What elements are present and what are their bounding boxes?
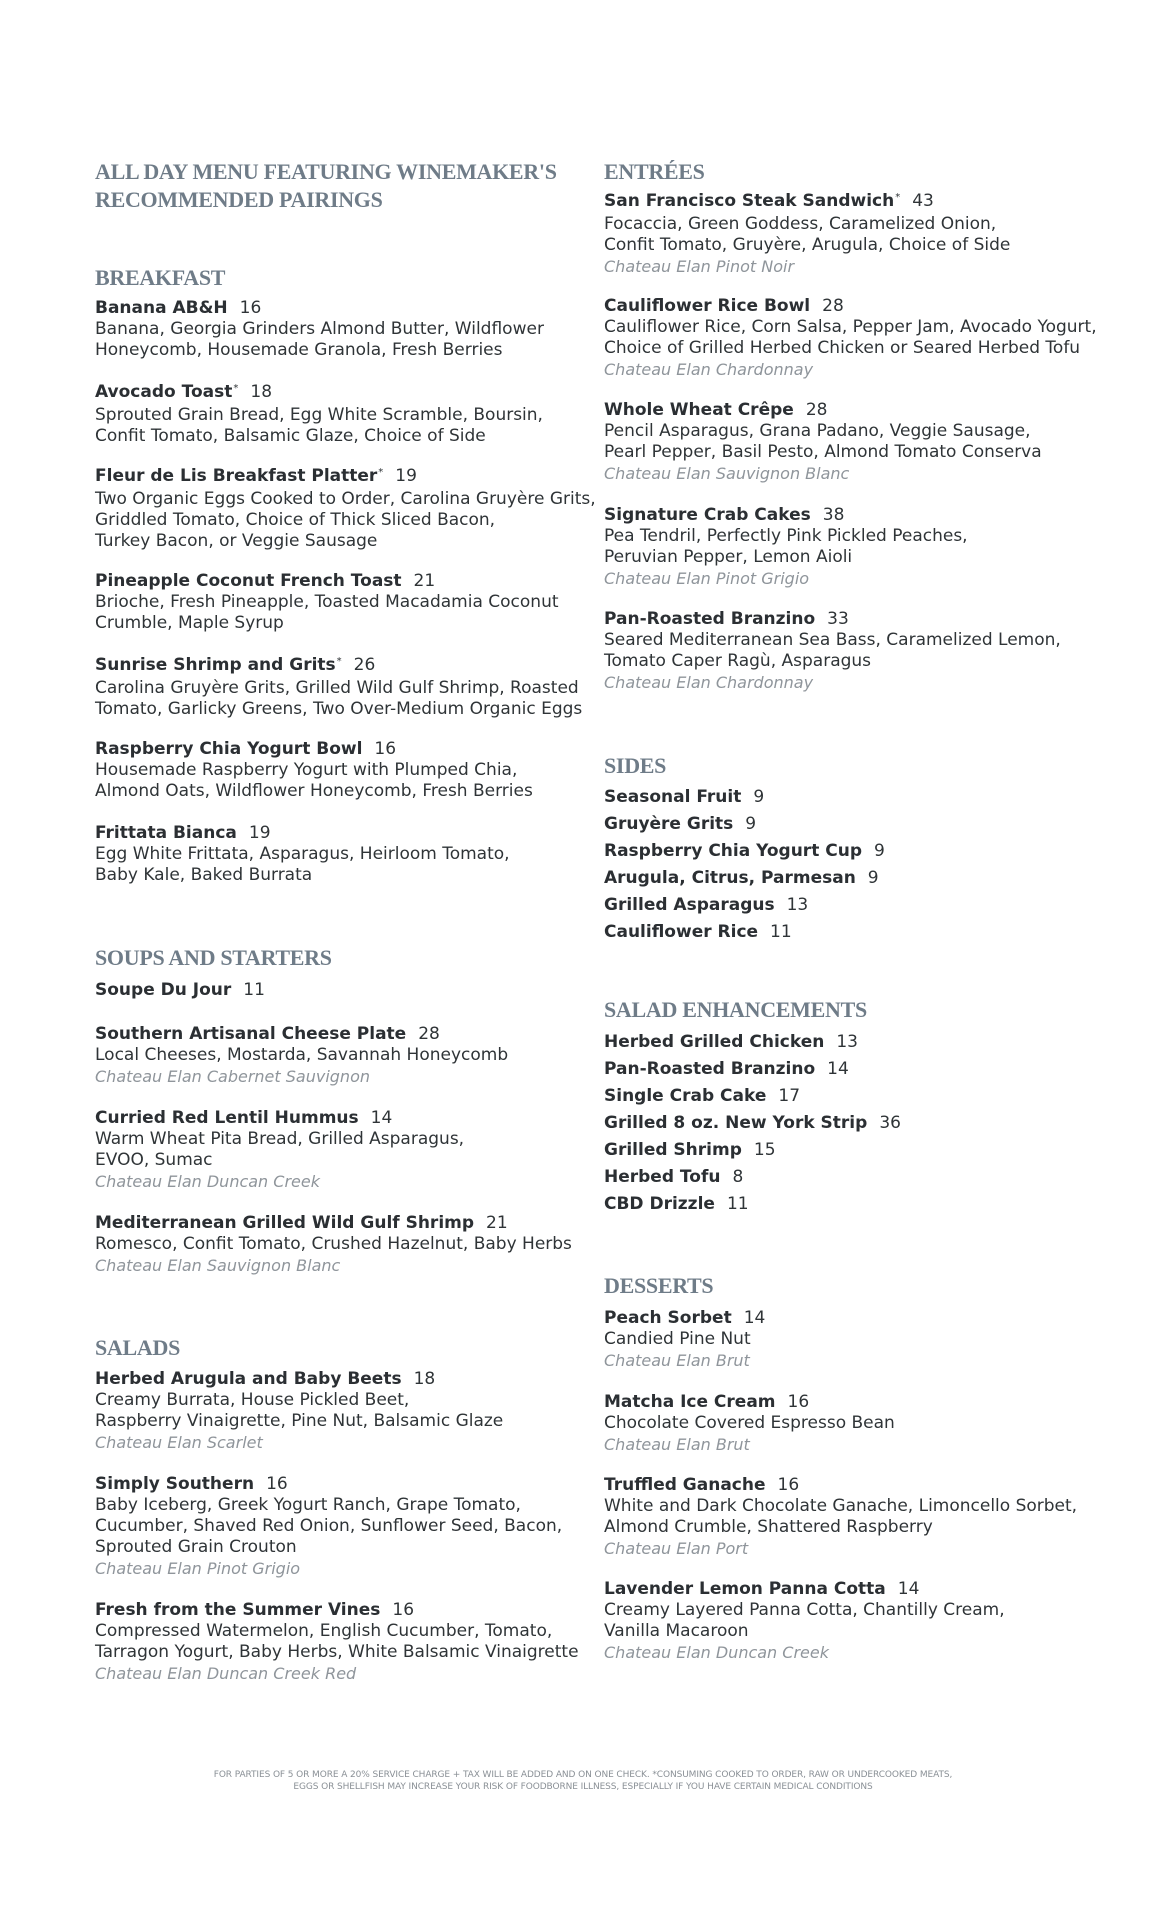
item-description: Seared Mediterranean Sea Bass, Caramelized Lemon, [604,630,1061,650]
item-header [95,655,582,678]
breakfast-item [95,466,596,552]
breakfast-item [95,739,533,802]
item-name: Fresh from the Summer Vines [95,1600,381,1620]
item-description: Turkey Bacon, or Veggie Sausage [95,531,378,551]
entrees-item [604,191,1010,277]
item-name: Raspberry Chia Yogurt Cup [604,841,862,861]
desserts-heading: DESSERTS [604,1273,714,1298]
item-price: 16 [787,1392,810,1412]
item-description: Sprouted Grain Bread, Egg White Scramble, Boursin, [95,405,543,425]
item-name: Herbed Arugula and Baby Beets [95,1369,402,1389]
item-name: Banana AB&H [95,298,228,318]
sides-item [604,892,885,919]
menu-title-line: RECOMMENDED PAIRINGS [95,187,383,212]
wine-pairing: Chateau Elan Duncan Creek [604,1643,829,1662]
item-header [95,382,543,405]
footer-line: FOR PARTIES OF 5 OR MORE A 20% SERVICE CHARGE + TAX WILL BE ADDED AND ON ONE CHECK. *CONSUMING COOKED TO ORDER, RAW OR UNDERCOOKED MEATS, [213,1770,953,1780]
item-name: Raspberry Chia Yogurt Bowl [95,739,363,759]
item-name: Whole Wheat Crêpe [604,400,794,420]
item-name: Grilled 8 oz. New York Strip [604,1113,868,1133]
item-description: Choice of Grilled Herbed Chicken or Seared Herbed Tofu [604,338,1081,358]
enhancements-item [604,1056,901,1083]
desserts-item [604,1579,1005,1663]
item-price: 17 [778,1086,801,1106]
item-name: Lavender Lemon Panna Cotta [604,1579,886,1599]
item-header [604,1308,765,1329]
desserts-item [604,1475,1077,1559]
item-description: Warm Wheat Pita Bread, Grilled Asparagus, [95,1129,465,1149]
soups-item [95,1213,572,1276]
item-name: Herbed Grilled Chicken [604,1032,825,1052]
item-header [95,1108,464,1129]
item-description: Confit Tomato, Balsamic Glaze, Choice of Side [95,426,486,446]
item-name: Simply Southern [95,1474,255,1494]
item-price: 16 [392,1600,415,1620]
soups-item [95,1024,508,1087]
item-name: Arugula, Citrus, Parmesan [604,868,856,888]
item-price: 9 [867,868,879,888]
item-name: Seasonal Fruit [604,787,742,807]
item-header [95,298,544,319]
enhancements-item [604,1164,901,1191]
item-name: Soupe Du Jour [95,980,232,1000]
wine-pairing: Chateau Elan Brut [604,1351,750,1370]
item-header [95,1474,562,1495]
footer-line: EGGS OR SHELLFISH MAY INCREASE YOUR RISK OF FOODBORNE ILLNESS, ESPECIALLY IF YOU HAVE CERTAIN MEDICAL CONDITIONS [293,1782,873,1792]
consumer-advisory-mark: * [233,383,239,394]
item-header [95,739,533,760]
menu-title-line: ALL DAY MENU FEATURING WINEMAKER'S [95,159,557,184]
enhancements-heading: SALAD ENHANCEMENTS [604,997,867,1022]
item-header [95,466,596,489]
item-price: 14 [897,1579,920,1599]
wine-pairing: Chateau Elan Sauvignon Blanc [95,1256,341,1275]
item-header [604,296,1097,317]
entrees-item [604,296,1097,380]
item-description: Crumble, Maple Syrup [95,613,284,633]
item-name: Cauliflower Rice [604,922,759,942]
consumer-advisory-mark: * [336,656,342,667]
item-price: 11 [770,922,792,942]
item-description: Compressed Watermelon, English Cucumber, Tomato, [95,1621,553,1641]
sides-item [604,865,885,892]
item-description: Tomato, Garlicky Greens, Two Over-Medium Organic Eggs [95,699,583,719]
item-price: 38 [822,505,845,525]
item-description: Carolina Gruyère Grits, Grilled Wild Gulf Shrimp, Roasted [95,678,579,698]
item-price: 26 [353,655,376,675]
item-price: 33 [827,609,849,629]
item-price: 13 [786,895,809,915]
item-price: 16 [374,739,397,759]
item-description: Creamy Burrata, House Pickled Beet, [95,1390,410,1410]
wine-pairing: Chateau Elan Cabernet Sauvignon [95,1067,370,1086]
item-description: Tomato Caper Ragù, Asparagus [604,651,872,671]
item-price: 28 [805,400,828,420]
item-price: 9 [745,814,757,834]
wine-pairing: Chateau Elan Chardonnay [604,673,814,692]
item-name: Southern Artisanal Cheese Plate [95,1024,407,1044]
breakfast-item [95,298,544,361]
desserts-item [604,1392,895,1455]
item-name: Gruyère Grits [604,814,734,834]
soups-heading: SOUPS AND STARTERS [95,945,332,970]
item-description: Pearl Pepper, Basil Pesto, Almond Tomato Conserva [604,442,1042,462]
item-price: 28 [418,1024,440,1044]
item-description: Creamy Layered Panna Cotta, Chantilly Cream, [604,1600,1005,1620]
item-description: EVOO, Sumac [95,1150,213,1170]
item-name: Cauliflower Rice Bowl [604,296,811,316]
item-description: Cauliflower Rice, Corn Salsa, Pepper Jam, Avocado Yogurt, [604,317,1097,337]
item-name: Sunrise Shrimp and Grits [95,655,336,675]
item-name: Peach Sorbet [604,1308,732,1328]
wine-pairing: Chateau Elan Chardonnay [604,360,814,379]
item-name: Curried Red Lentil Hummus [95,1108,359,1128]
item-description: Housemade Raspberry Yogurt with Plumped Chia, [95,760,518,780]
sides-item [604,784,885,811]
item-price: 9 [753,787,765,807]
item-price: 16 [239,298,262,318]
item-price: 8 [732,1167,744,1187]
salads-item [95,1369,503,1453]
item-name: Truffled Ganache [604,1475,766,1495]
item-header [95,1369,503,1390]
item-description: Raspberry Vinaigrette, Pine Nut, Balsamic Glaze [95,1411,504,1431]
item-price: 14 [370,1108,393,1128]
item-price: 16 [777,1475,800,1495]
enhancements-item [604,1191,901,1218]
item-description: White and Dark Chocolate Ganache, Limoncello Sorbet, [604,1496,1078,1516]
sides-item [604,811,885,838]
item-name: Avocado Toast [95,382,233,402]
item-description: Tarragon Yogurt, Baby Herbs, White Balsamic Vinaigrette [95,1642,579,1662]
item-name: Herbed Tofu [604,1167,721,1187]
item-name: San Francisco Steak Sandwich [604,191,895,211]
item-description: Cucumber, Shaved Red Onion, Sunflower Seed, Bacon, [95,1516,563,1536]
item-header [95,1024,508,1045]
enhancements-list [604,1029,901,1218]
item-header [604,1579,1005,1600]
wine-pairing: Chateau Elan Pinot Noir [604,257,795,276]
item-description: Honeycomb, Housemade Granola, Fresh Berries [95,340,503,360]
item-name: CBD Drizzle [604,1194,715,1214]
entrees-heading: ENTRÉES [604,159,705,184]
enhancements-item [604,1110,901,1137]
item-description: Banana, Georgia Grinders Almond Butter, Wildflower [95,319,544,339]
item-description: Confit Tomato, Gruyère, Arugula, Choice of Side [604,235,1011,255]
item-price: 13 [836,1032,858,1052]
item-price: 16 [266,1474,288,1494]
item-price: 43 [912,191,934,211]
item-description: Chocolate Covered Espresso Bean [604,1413,895,1433]
item-description: Brioche, Fresh Pineapple, Toasted Macadamia Coconut [95,592,559,612]
item-description: Pea Tendril, Perfectly Pink Pickled Peaches, [604,526,968,546]
item-price: 9 [874,841,885,861]
item-price: 19 [395,466,417,486]
item-header [604,505,968,526]
item-name: Fleur de Lis Breakfast Platter [95,466,378,486]
item-description: Local Cheeses, Mostarda, Savannah Honeycomb [95,1045,509,1065]
item-header [604,1392,895,1413]
breakfast-heading: BREAKFAST [95,265,226,290]
item-header [95,571,559,592]
item-price: 28 [822,296,844,316]
footer-disclaimer [0,1769,1166,1793]
item-description: Almond Oats, Wildflower Honeycomb, Fresh Berries [95,781,533,801]
item-price: 15 [753,1140,776,1160]
item-header [95,1600,579,1621]
item-name: Signature Crab Cakes [604,505,811,525]
sides-item [604,838,885,865]
item-name: Pan-Roasted Branzino [604,609,816,629]
item-description: Focaccia, Green Goddess, Caramelized Onion, [604,214,997,234]
item-header [604,400,1042,421]
item-name: Pan-Roasted Branzino [604,1059,816,1079]
wine-pairing: Chateau Elan Brut [604,1435,750,1454]
entrees-item [604,400,1042,484]
item-description: Peruvian Pepper, Lemon Aioli [604,547,853,567]
item-description: Candied Pine Nut [604,1329,751,1349]
item-description: Egg White Frittata, Asparagus, Heirloom Tomato, [95,844,510,864]
item-header [604,609,1061,630]
wine-pairing: Chateau Elan Pinot Grigio [604,569,810,588]
item-price: 18 [250,382,273,402]
item-description: Almond Crumble, Shattered Raspberry [604,1517,933,1537]
item-description: Two Organic Eggs Cooked to Order, Carolina Gruyère Grits, [95,489,596,509]
breakfast-item [95,571,559,634]
sides-heading: SIDES [604,753,667,778]
wine-pairing: Chateau Elan Scarlet [95,1433,263,1452]
item-price: 11 [243,980,265,1000]
item-description: Vanilla Macaroon [604,1621,749,1641]
item-price: 18 [413,1369,436,1389]
item-header [604,1475,1077,1496]
entrees-item [604,505,968,589]
enhancements-item [604,1083,901,1110]
item-name: Single Crab Cake [604,1086,767,1106]
item-price: 19 [248,823,271,843]
enhancements-item [604,1137,901,1164]
item-name: Frittata Bianca [95,823,237,843]
item-description: Pencil Asparagus, Grana Padano, Veggie Sausage, [604,421,1031,441]
consumer-advisory-mark: * [378,467,384,478]
item-price: 11 [726,1194,749,1214]
item-name: Mediterranean Grilled Wild Gulf Shrimp [95,1213,475,1233]
sides-list [604,784,885,946]
item-description: Griddled Tomato, Choice of Thick Sliced Bacon, [95,510,496,530]
breakfast-item [95,823,510,886]
menu-title [95,158,557,214]
item-description: Sprouted Grain Crouton [95,1537,297,1557]
item-price: 21 [486,1213,508,1233]
item-description: Baby Iceberg, Greek Yogurt Ranch, Grape Tomato, [95,1495,521,1515]
salads-heading: SALADS [95,1335,181,1360]
breakfast-item [95,655,582,720]
wine-pairing: Chateau Elan Pinot Grigio [95,1559,301,1578]
wine-pairing: Chateau Elan Port [604,1539,749,1558]
item-name: Pineapple Coconut French Toast [95,571,402,591]
item-name: Matcha Ice Cream [604,1392,776,1412]
entrees-item [604,609,1061,693]
item-header [604,191,1010,214]
item-price: 14 [743,1308,766,1328]
salads-item [95,1474,562,1579]
wine-pairing: Chateau Elan Duncan Creek [95,1172,320,1191]
item-header [95,1213,572,1234]
soups-item [95,1108,464,1192]
item-price: 21 [413,571,436,591]
soups-item [95,980,265,1001]
salads-item [95,1600,579,1684]
enhancements-item [604,1029,901,1056]
consumer-advisory-mark: * [895,192,901,203]
item-description: Baby Kale, Baked Burrata [95,865,313,885]
breakfast-item [95,382,543,447]
item-name: Grilled Shrimp [604,1140,742,1160]
item-price: 14 [827,1059,849,1079]
wine-pairing: Chateau Elan Duncan Creek Red [95,1664,357,1683]
item-description: Romesco, Confit Tomato, Crushed Hazelnut, Baby Herbs [95,1234,572,1254]
wine-pairing: Chateau Elan Sauvignon Blanc [604,464,850,483]
item-price: 36 [879,1113,901,1133]
sides-item [604,919,885,946]
item-header [95,980,265,1001]
item-name: Grilled Asparagus [604,895,775,915]
item-header [95,823,510,844]
desserts-item [604,1308,765,1371]
